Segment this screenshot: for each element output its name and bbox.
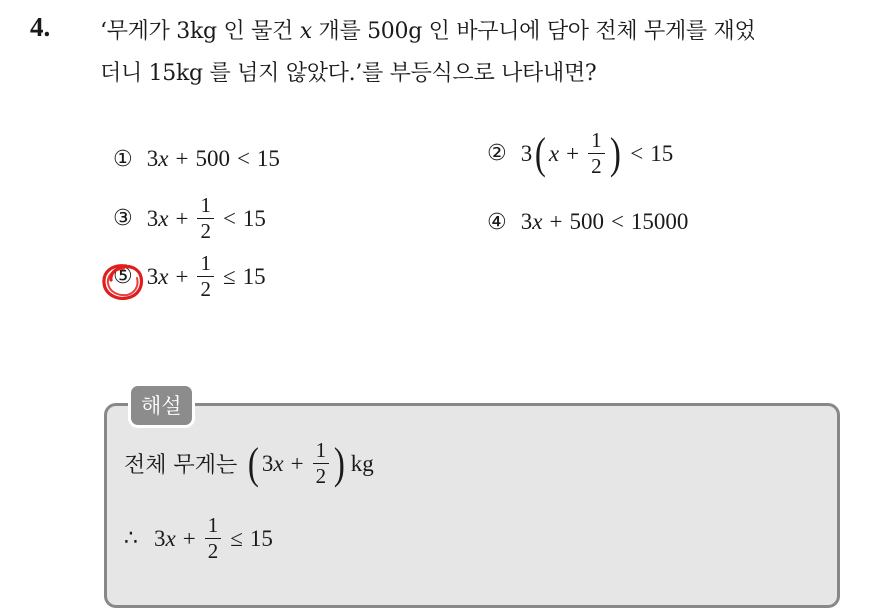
coefficient: 3: [520, 140, 533, 166]
fraction-numerator: 1: [207, 513, 219, 537]
choice-marker: ①: [113, 146, 133, 172]
variable: x: [158, 146, 169, 171]
choice-expression: [147, 195, 266, 242]
choice-expression: [147, 253, 266, 300]
explanation-line-1: [124, 440, 374, 487]
operator: +: [175, 146, 189, 171]
fraction-numerator: 1: [315, 438, 327, 462]
explanation-expression: [245, 440, 374, 487]
explanation-expression: [154, 515, 273, 562]
right-paren: ): [609, 128, 621, 178]
left-paren: (: [248, 438, 260, 488]
operator: +: [182, 525, 196, 551]
coefficient: 3: [146, 205, 159, 231]
choice-marker: ③: [113, 206, 133, 232]
rhs: 15: [242, 263, 266, 289]
operator: +: [549, 209, 563, 234]
variable: x: [273, 450, 284, 476]
explanation-box: [104, 403, 840, 608]
explanation-tag: 해설: [128, 383, 195, 428]
variable: x: [532, 209, 543, 234]
therefore-symbol: ∴: [124, 526, 138, 552]
fraction: [205, 515, 222, 562]
relation: ≤: [222, 263, 236, 289]
fraction-numerator: 1: [200, 251, 211, 275]
choice-expression: [147, 146, 280, 172]
unit: kg: [350, 450, 374, 476]
choice-marker: ④: [487, 209, 507, 235]
fraction-denominator: 2: [207, 539, 219, 564]
variable: x: [548, 140, 560, 166]
choice-marker: ②: [487, 141, 507, 167]
fraction: [197, 195, 214, 242]
fraction-denominator: 2: [315, 464, 327, 489]
choice-4[interactable]: [487, 209, 688, 235]
relation: <: [610, 209, 624, 234]
relation: <: [222, 205, 236, 231]
coefficient: 3: [146, 263, 159, 289]
operator: +: [290, 450, 304, 476]
rhs: 15: [242, 205, 266, 231]
operator: +: [566, 140, 580, 166]
explanation-line-2: [124, 515, 273, 562]
fraction-numerator: 1: [591, 128, 602, 152]
relation: <: [630, 140, 644, 166]
term: 500: [195, 146, 230, 171]
rhs: 15000: [630, 209, 689, 234]
choice-2[interactable]: [487, 130, 673, 177]
operator: +: [175, 205, 189, 231]
question-text-line-1: [100, 14, 755, 45]
relation: ≤: [230, 525, 243, 551]
fraction-numerator: 1: [200, 193, 211, 217]
question-text-part: 개를 500g 인 바구니에 담아 전체 무게를 재었: [311, 19, 756, 44]
coefficient: 3: [146, 146, 159, 171]
variable: x: [158, 205, 169, 231]
coefficient: 3: [261, 450, 274, 476]
rhs: 15: [256, 146, 280, 171]
answer-circle-mark: [100, 262, 146, 302]
relation: <: [236, 146, 250, 171]
left-paren: (: [535, 128, 547, 178]
fraction-denominator: 2: [591, 154, 602, 179]
choice-expression: [521, 209, 689, 235]
fraction-denominator: 2: [200, 277, 211, 302]
variable: x: [165, 525, 176, 551]
rhs: 15: [650, 140, 674, 166]
coefficient: 3: [520, 209, 533, 234]
fraction-denominator: 2: [200, 219, 211, 244]
question-number: 4.: [30, 12, 51, 42]
fraction: [197, 253, 214, 300]
question-text-part: ‘무게가 3kg 인 물건: [100, 19, 300, 44]
fraction: [313, 440, 330, 487]
operator: +: [175, 263, 189, 289]
choice-expression: [521, 130, 674, 177]
choice-1[interactable]: [113, 146, 280, 172]
coefficient: 3: [154, 525, 166, 551]
term: 500: [569, 209, 604, 234]
choice-3[interactable]: [113, 195, 266, 242]
question-variable: x: [299, 19, 312, 44]
question-text-line-2: 더니 15kg 를 넘지 않았다.’를 부등식으로 나타내면?: [100, 61, 597, 86]
right-paren: ): [333, 438, 345, 488]
variable: x: [158, 263, 169, 289]
explanation-text: 전체 무게는: [124, 453, 238, 479]
choice-marker: ⑤: [113, 264, 133, 290]
rhs: 15: [249, 525, 273, 551]
fraction: [588, 130, 605, 177]
